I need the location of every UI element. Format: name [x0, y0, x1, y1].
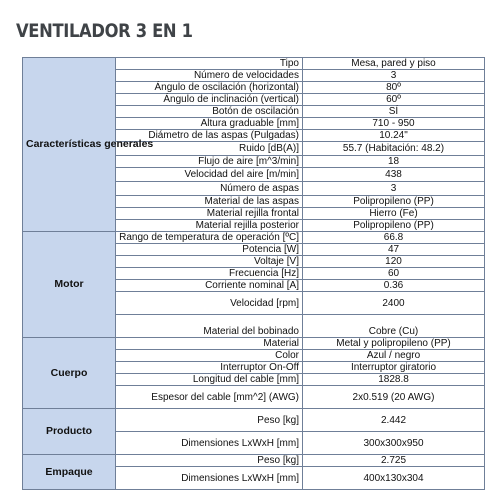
spec-label: Velocidad del aire [m/min] — [116, 168, 303, 182]
page-title: VENTILADOR 3 EN 1 — [16, 20, 193, 42]
spec-label: Ángulo de oscilación (horizontal) — [116, 82, 303, 94]
spec-label: Material de las aspas — [116, 196, 303, 208]
spec-value: Metal y polipropileno (PP) — [303, 338, 485, 350]
spec-value: 47 — [303, 244, 485, 256]
spec-value: Polipropileno (PP) — [303, 196, 485, 208]
spec-value: 3 — [303, 182, 485, 196]
spec-label: Dimensiones LxWxH [mm] — [116, 432, 303, 455]
spec-value: 400x130x304 — [303, 467, 485, 490]
spec-label: Botón de oscilación — [116, 106, 303, 118]
spec-label: Corriente nominal [A] — [116, 280, 303, 292]
section-caracteristicas-generales: Características generales — [23, 58, 116, 232]
spec-label: Tipo — [116, 58, 303, 70]
spec-value: 80º — [303, 82, 485, 94]
spec-label: Espesor del cable [mm^2] (AWG) — [116, 386, 303, 409]
spec-value: 2x0.519 (20 AWG) — [303, 386, 485, 409]
section-motor: Motor — [23, 232, 116, 338]
spec-label: Flujo de aire [m^3/min] — [116, 156, 303, 168]
spec-label: Ruido [dB(A)] — [116, 142, 303, 156]
spec-value: 300x300x950 — [303, 432, 485, 455]
spec-label: Potencia [W] — [116, 244, 303, 256]
spec-value: Polipropileno (PP) — [303, 220, 485, 232]
spec-value: 3 — [303, 70, 485, 82]
spec-value: 66.8 — [303, 232, 485, 244]
spec-value: 2.442 — [303, 409, 485, 432]
spec-value: 710 - 950 — [303, 118, 485, 130]
spec-value: 438 — [303, 168, 485, 182]
spec-label: Velocidad [rpm] — [116, 292, 303, 315]
spec-value: Cobre (Cu) — [303, 315, 485, 338]
spec-label: Diámetro de las aspas (Pulgadas) — [116, 130, 303, 142]
spec-label: Voltaje [V] — [116, 256, 303, 268]
spec-label: Peso [kg] — [116, 409, 303, 432]
spec-value: 2400 — [303, 292, 485, 315]
spec-value: 1828.8 — [303, 374, 485, 386]
spec-value: 2.725 — [303, 455, 485, 467]
spec-label: Peso [kg] — [116, 455, 303, 467]
spec-label: Número de aspas — [116, 182, 303, 196]
spec-label: Material del bobinado — [116, 315, 303, 338]
spec-value: Azul / negro — [303, 350, 485, 362]
spec-value: 60 — [303, 268, 485, 280]
spec-value: 10.24" — [303, 130, 485, 142]
spec-label: Interruptor On-Off — [116, 362, 303, 374]
section-empaque: Empaque — [23, 455, 116, 490]
spec-label: Material rejilla frontal — [116, 208, 303, 220]
spec-label: Ángulo de inclinación (vertical) — [116, 94, 303, 106]
section-cuerpo: Cuerpo — [23, 338, 116, 409]
spec-label: Dimensiones LxWxH [mm] — [116, 467, 303, 490]
spec-value: Hierro (Fe) — [303, 208, 485, 220]
spec-value: 60º — [303, 94, 485, 106]
spec-value: 18 — [303, 156, 485, 168]
spec-label: Longitud del cable [mm] — [116, 374, 303, 386]
spec-label: Rango de temperatura de operación [ºC] — [116, 232, 303, 244]
spec-label: Material — [116, 338, 303, 350]
spec-label: Número de velocidades — [116, 70, 303, 82]
spec-value: Mesa, pared y piso — [303, 58, 485, 70]
spec-value: 0.36 — [303, 280, 485, 292]
spec-table — [22, 57, 485, 490]
spec-value: SÍ — [303, 106, 485, 118]
spec-label: Frecuencia [Hz] — [116, 268, 303, 280]
spec-value: Interruptor giratorio — [303, 362, 485, 374]
spec-value: 120 — [303, 256, 485, 268]
spec-value: 55.7 (Habitación: 48.2) — [303, 142, 485, 156]
spec-label: Color — [116, 350, 303, 362]
spec-label: Altura graduable [mm] — [116, 118, 303, 130]
section-producto: Producto — [23, 409, 116, 455]
spec-label: Material rejilla posterior — [116, 220, 303, 232]
